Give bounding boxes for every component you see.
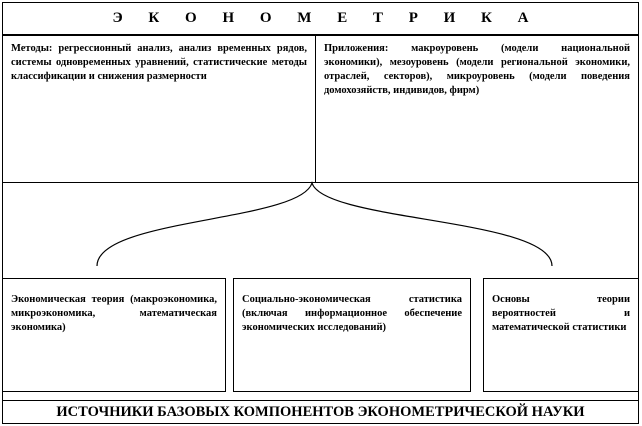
title-box: [2, 2, 639, 35]
applications-box: [315, 35, 639, 183]
footer-title: ИСТОЧНИКИ БАЗОВЫХ КОМПОНЕНТОВ ЭКОНОМЕТРИЧЕСКОЙ НАУКИ: [56, 403, 585, 420]
methods-text: Методы: регрессионный анализ, анализ временных рядов, системы одновременных уравнений, статистические методы классификации и снижения размерности: [11, 43, 307, 82]
source-box-statistics: [233, 278, 471, 392]
methods-box: [2, 35, 316, 183]
diagram-title: Э К О Н О М Е Т Р И К А: [112, 10, 540, 26]
source-box-economic-theory: [2, 278, 226, 392]
source-text-statistics: Социально-экономическая статистика (включая информационное обеспечение экономических исследований): [242, 294, 462, 333]
source-text-probability: Основы теории вероятностей и математической статистики: [492, 294, 630, 333]
source-box-probability: [483, 278, 639, 392]
brace-path: [97, 183, 552, 266]
source-text-economic-theory: Экономическая теория (макроэкономика, микроэкономика, математическая экономика): [11, 294, 217, 333]
applications-text: Приложения: макроуровень (модели национальной экономики), мезоуровень (модели региональной экономики, отраслей, секторов), микроуровень (модели поведения домохозяйств, индивидов, фирм): [324, 43, 630, 96]
footer-box: [2, 400, 639, 424]
